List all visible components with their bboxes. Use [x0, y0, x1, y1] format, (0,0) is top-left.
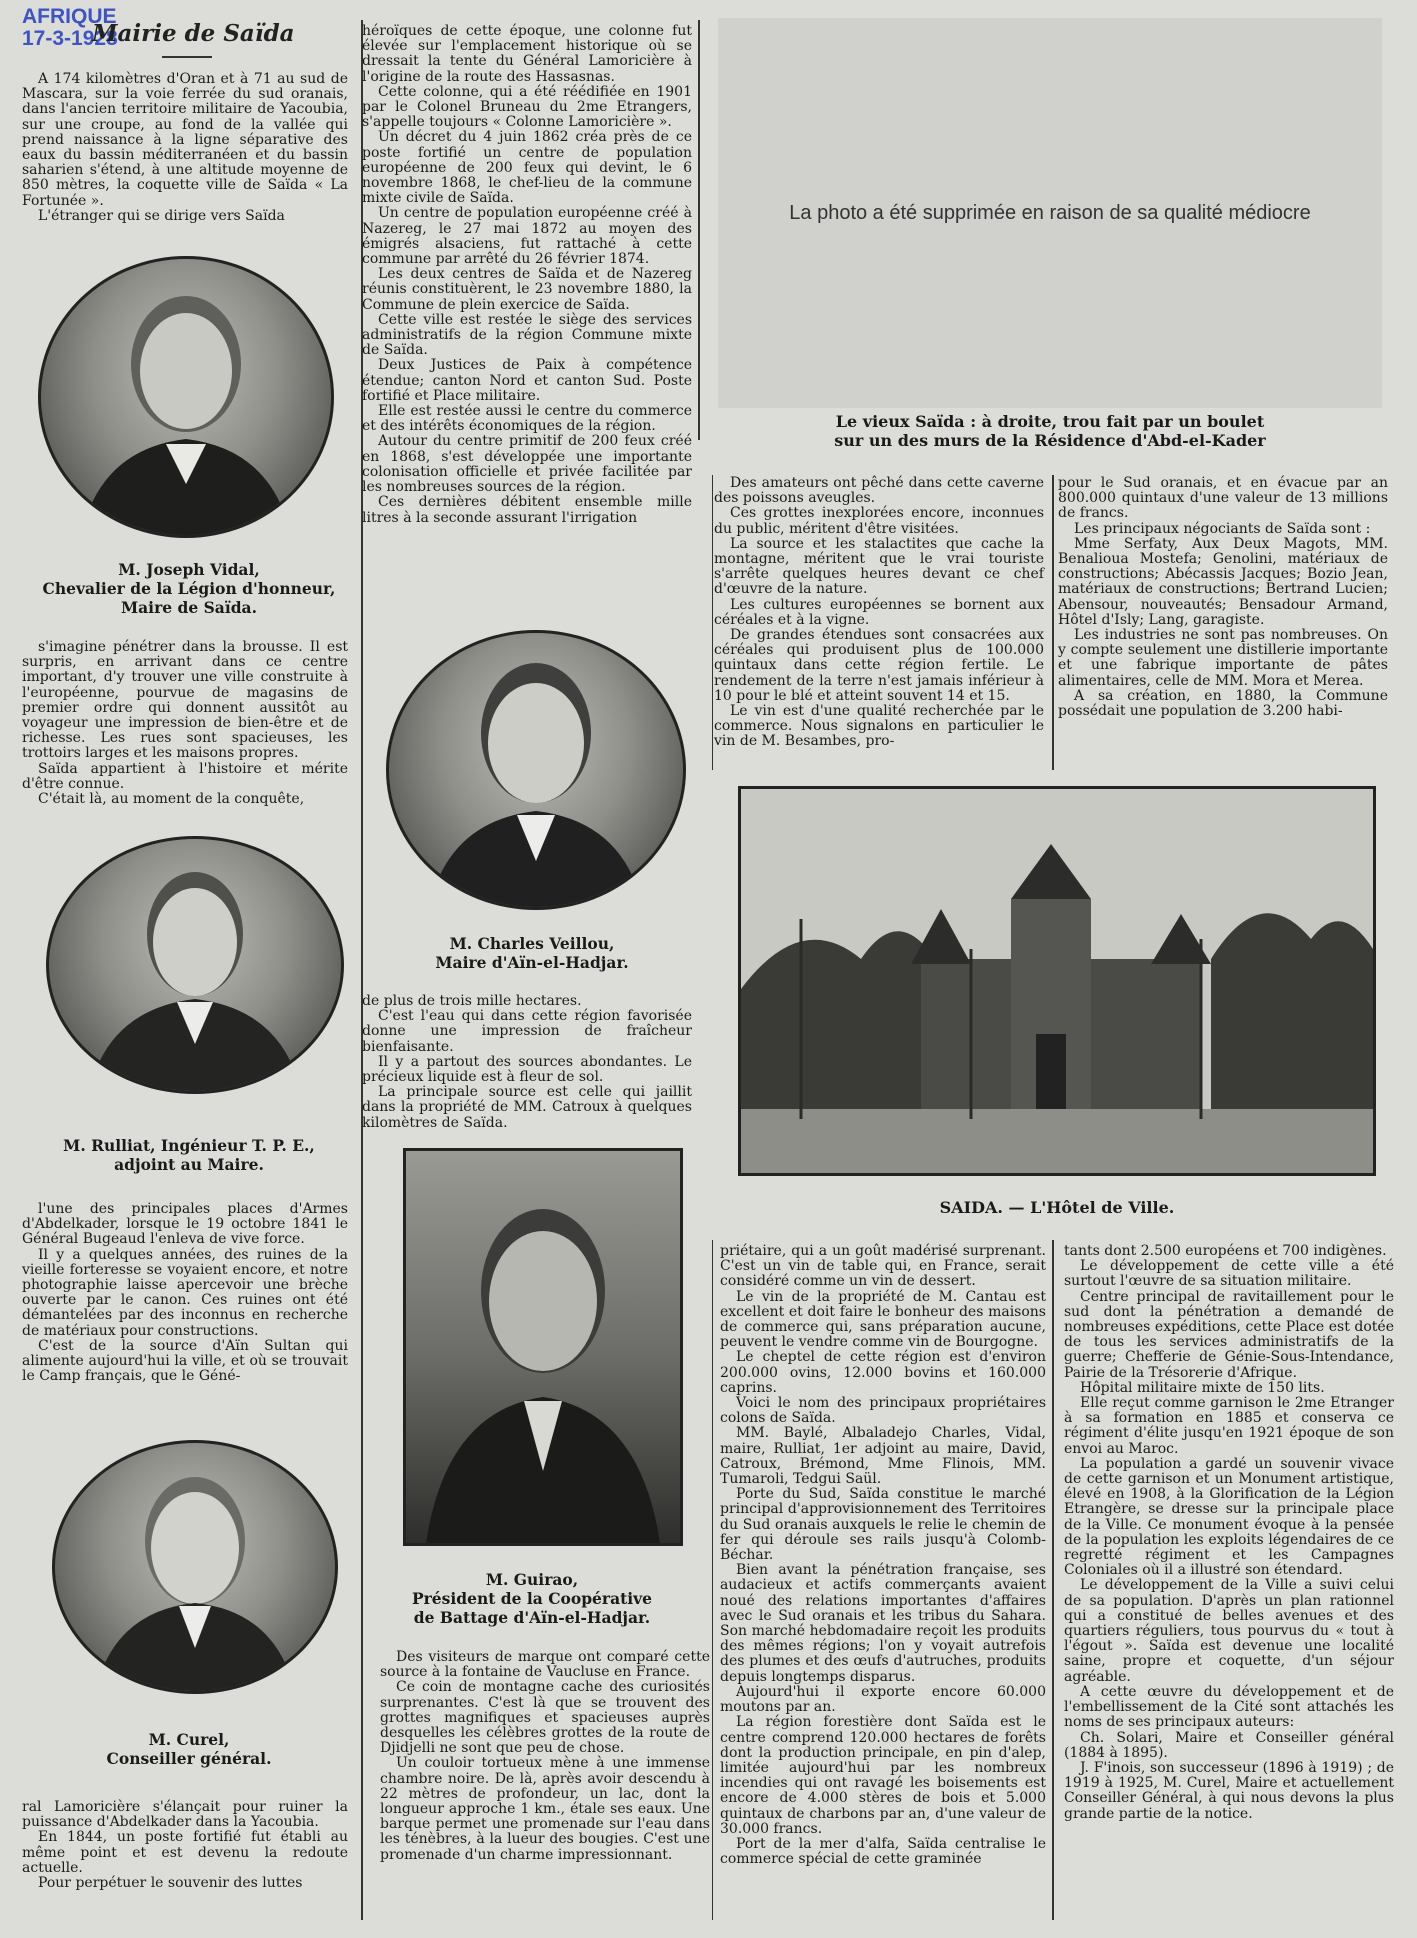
paragraph: Le cheptel de cette région est d'environ 200.000 ovins, 12.000 bovins et 160.000 caprins.: [720, 1349, 1046, 1396]
paragraph: MM. Baylé, Albaladejo Charles, Vidal, maire, Rulliat, 1er adjoint au maire, David, Catroux, Brémond, Mme Flinois, MM. Tumaroli, Tedgui Saül.: [720, 1425, 1046, 1488]
paragraph: Le développement de la Ville a suivi celui de sa population. D'après un plan rationnel qui a constitué de belles avenues et des quartiers réguliers, tous pourvus du « tout à l'égout ». Saïda est devenue une localité saine, propre et coquette, d'un séjour agréable.: [1064, 1577, 1394, 1685]
paragraph: Le vin est d'une qualité recherchée par le commerce. Nous signalons en particulier le vin de M. Besambes, pro-: [714, 703, 1044, 750]
portrait-rulliat: [46, 836, 344, 1094]
col1-text-b: [22, 640, 348, 807]
paragraph: La population a gardé un souvenir vivace de cette garnison et un Monument artistique, élevé en 1908, à la Glorification de la Légion Etrangère, se dresse sur la principale place de la Ville. Ce monument évoque à la pensée de la population les exploits légendaires de ce regretté régiment et les Campagnes Coloniales où il a illustré son étendard.: [1064, 1455, 1394, 1579]
portrait-veillou: [386, 630, 686, 910]
paragraph: A sa création, en 1880, la Commune possédait une population de 3.200 habi-: [1058, 687, 1388, 720]
caption-line: de Battage d'Aïn-el-Hadjar.: [413, 1608, 651, 1627]
paragraph: Centre principal de ravitaillement pour le sud dont la pénétration a demandé de nombreuses expéditions, cette Place est dotée de tous les services administratifs de la guerre; Chefferie de Génie-Sous-Intendance, Pairie de la Trésorerie d'Afrique.: [1064, 1288, 1394, 1381]
paragraph: héroïques de cette époque, une colonne fut élevée sur l'emplacement historique où se dressait la tente du Général Lamoricière à l'origine de la route des Hassasnas.: [362, 23, 692, 85]
portrait-guirao: [403, 1148, 683, 1546]
caption-vidal: [22, 560, 356, 617]
paragraph: Les industries ne sont pas nombreuses. On y compte seulement une distillerie importante et une fabrique importante de pâtes alimentaires, celle de MM. Mora et Merea.: [1058, 627, 1388, 689]
caption-line: Maire de Saïda.: [120, 598, 257, 617]
column-rule: [698, 20, 700, 440]
caption-line: Président de la Coopérative: [411, 1589, 653, 1608]
paragraph: de plus de trois mille hectares.: [362, 993, 582, 1009]
caption-guirao: [364, 1570, 700, 1627]
paragraph: Bien avant la pénétration française, ses audacieux et actifs commerçants avaient noué des relations importantes d'affaires avec le Sud oranais et les tribus du Sahara. Son marché hebdomadaire reçoit les produits des mêmes régions; l'on y voyait autrefois des plumes et des œufs d'autruches, produits depuis longtemps disparus.: [720, 1562, 1046, 1685]
col1-text-d: [22, 1800, 348, 1891]
caption-line: M. Joseph Vidal,: [118, 560, 260, 579]
caption-line: M. Rulliat, Ingénieur T. P. E.,: [63, 1136, 315, 1155]
paragraph: J. F'inois, son successeur (1896 à 1919) ; de 1919 à 1925, M. Curel, Maire et actuellement Conseiller Général, à qui nous devons la plus grande partie de la notice.: [1064, 1759, 1394, 1822]
caption-line: Le vieux Saïda : à droite, trou fait par un boulet: [835, 412, 1265, 431]
paragraph: Un centre de population européenne créé à Nazereg, le 27 mai 1872 au moyen des émigrés alsaciens, fut rattaché à cette commune par arrêté du 26 février 1874.: [362, 205, 692, 268]
portrait-curel: [52, 1440, 338, 1694]
col4-text-a: [1058, 476, 1388, 719]
paragraph: Des visiteurs de marque ont comparé cette source à la fontaine de Vaucluse en France.: [380, 1649, 710, 1681]
stamp-date: 17-3-1928: [22, 27, 118, 50]
paragraph: Mme Serfaty, Aux Deux Magots, MM. Benalioua Mostefa; Genolini, matériaux de constructions; Abécassis Jacques; Bozio Jean, matériaux de constructions; Bertrand Lucien; Abensour, nouveautés; Bensadour Armand, Hôtel d'Isly; Lang, garagiste.: [1058, 535, 1388, 628]
portrait-figure: [406, 1151, 680, 1543]
caption-line: Maire d'Aïn-el-Hadjar.: [435, 953, 629, 972]
article-headline: Mairie de Saïda: [92, 20, 295, 47]
paragraph: Ces grottes inexplorées encore, inconnues du public, méritent d'être visitées.: [714, 505, 1044, 537]
column-rule: [1052, 475, 1054, 770]
photo-hotel-de-ville: [738, 786, 1376, 1176]
paragraph: Deux Justices de Paix à compétence étendue; canton Nord et canton Sud. Poste fortifié et Place militaire.: [362, 357, 692, 404]
paragraph: Cette ville est restée le siège des services administratifs de la région Commune mixte de Saïda.: [362, 311, 692, 359]
caption-vieux-saida: [718, 412, 1382, 450]
portrait-figure: [55, 1443, 335, 1691]
paragraph: A 174 kilomètres d'Oran et à 71 au sud de Mascara, sur la voie ferrée du sud oranais, dans l'ancien territoire militaire de Yacoubia, sur une croupe, au fond de la vallée qui prend naissance à la ligne séparative des eaux du bassin méditerranéen et du bassin saharien s'étend, à une altitude moyenne de 850 mètres, la coquette ville de Saïda « La Fortunée ».: [22, 71, 348, 209]
paragraph: Le vin de la propriété de M. Cantau est excellent et doit faire le bonheur des maisons de commerce qui, sans préparation aucune, peuvent le vendre comme vin de Bourgogne.: [720, 1288, 1046, 1351]
paragraph: Les cultures européennes se bornent aux céréales et à la vigne.: [714, 596, 1044, 628]
portrait-figure: [41, 259, 331, 535]
paragraph: Port de la mer d'alfa, Saïda centralise le commerce spécial de cette graminée: [720, 1835, 1046, 1868]
paragraph: s'imagine pénétrer dans la brousse. Il est surpris, en arrivant dans ce centre important, d'y trouver une ville construite à l'européenne, pourvue de magasins de premier ordre qui donnent aussitôt au voyageur une impression de bien-être et de richesse. Les rues sont spacieuses, les trottoirs larges et les maisons propres.: [22, 639, 348, 762]
caption-line: M. Charles Veillou,: [449, 934, 615, 953]
paragraph: Voici le nom des principaux propriétaires colons de Saïda.: [720, 1395, 1046, 1427]
paragraph: Hôpital militaire mixte de 150 lits.: [1080, 1379, 1325, 1396]
caption-line: Conseiller général.: [106, 1749, 272, 1768]
caption-hotel-de-ville: SAIDA. — L'Hôtel de Ville.: [939, 1198, 1175, 1217]
paragraph: Ces dernières débitent ensemble mille litres à la seconde assurant l'irrigation: [362, 494, 692, 526]
paragraph: De grandes étendues sont consacrées aux céréales qui produisent plus de 100.000 quintaux dans cette région fertile. Le rendement de la terre n'est jamais inférieur à 10 pour le blé et atteint souvent 14 et 15.: [714, 627, 1044, 704]
paragraph: Des amateurs ont pêché dans cette caverne des poissons aveugles.: [714, 475, 1044, 507]
paragraph: C'était là, au moment de la conquête,: [38, 791, 305, 808]
paragraph: Porte du Sud, Saïda constitue le marché principal d'approvisionnement des Territoires du Sud oranais auxquels le relie le chemin de fer qui déroule ses rails jusqu'à Colomb-Béchar.: [720, 1486, 1046, 1564]
paragraph: Ch. Solari, Maire et Conseiller général (1884 à 1895).: [1064, 1729, 1394, 1761]
caption-line: M. Guirao,: [485, 1570, 579, 1589]
column-rule: [712, 475, 713, 770]
paragraph: Autour du centre primitif de 200 feux créé en 1868, s'est développée une importante colonisation officielle et privée facilitée par les nombreuses sources de la région.: [362, 433, 692, 496]
column-rule: [712, 1240, 713, 1920]
col1-text-a: [22, 72, 348, 224]
caption-line: M. Curel,: [148, 1730, 230, 1749]
paragraph: Il y a quelques années, des ruines de la vieille forteresse se voyaient encore, et notre photographie laisse apercevoir une brèche ouverte par le canon. Ces ruines ont été démantelées par des inconnus en recherche de matériaux pour constructions.: [22, 1246, 348, 1339]
paragraph: Saïda appartient à l'histoire et mérite d'être connue.: [22, 760, 348, 792]
paragraph: l'une des principales places d'Armes d'Abdelkader, lorsque le 19 octobre 1841 le Général Bugeaud l'enleva de vive force.: [22, 1201, 348, 1248]
paragraph: Un couloir tortueux mène à une immense chambre noire. De là, après avoir descendu à 22 mètres de profondeur, un lac, dont la longueur approche 1 km., étale ses eaux. Une barque permet une promenade sur l'eau dans les ténèbres, à la lueur des bougies. C'est une promenade d'un charme impressionnant.: [380, 1755, 710, 1863]
col1-text-c: [22, 1202, 348, 1384]
paragraph: Ce coin de montagne cache des curiosités surprenantes. C'est là que se trouvent des grottes magnifiques et spacieuses auprès desquelles les célèbres grottes de la route de Djidjelli ne sont que peu de chose.: [380, 1679, 710, 1757]
caption-curel: [22, 1730, 356, 1768]
paragraph: En 1844, un poste fortifié fut établi au même point et est devenu la redoute actuelle.: [22, 1829, 348, 1876]
paragraph: Cette colonne, qui a été réédifiée en 1901 par le Colonel Bruneau du 2me Etrangers, s'appelle toujours « Colonne Lamoricière ».: [362, 83, 692, 131]
col2-text-a: [362, 24, 692, 526]
paragraph: A cette œuvre du développement et de l'embellissement de la Cité sont attachés les noms de ses principaux auteurs:: [1064, 1683, 1394, 1731]
col2-text-b: [362, 994, 692, 1131]
paragraph: Elle reçut comme garnison le 2me Etranger à sa formation en 1885 et conserva ce régiment d'élite jusqu'en 1921 époque de son envoi au Maroc.: [1064, 1395, 1394, 1457]
caption-veillou: [364, 934, 700, 972]
paragraph: priétaire, qui a un goût madérisé surprenant. C'est un vin de table qui, en France, serait considéré comme un vin de dessert.: [720, 1243, 1046, 1290]
portrait-vidal: [38, 256, 334, 538]
col2-text-c: [380, 1650, 710, 1863]
paragraph: Le développement de cette ville a été surtout l'œuvre de sa situation militaire.: [1064, 1258, 1394, 1290]
removed-photo-notice: La photo a été supprimée en raison de sa qualité médiocre: [789, 201, 1311, 224]
paragraph: C'est de la source d'Aïn Sultan qui alimente aujourd'hui la ville, et où se trouvait le Camp français, que le Géné-: [22, 1337, 348, 1385]
paragraph: Aujourd'hui il exporte encore 60.000 moutons par an.: [720, 1683, 1046, 1716]
headline-rule: [162, 56, 212, 58]
paragraph: Les deux centres de Saïda et de Nazereg réunis constituèrent, le 23 novembre 1880, la Commune de plein exercice de Saïda.: [362, 266, 692, 313]
paragraph: Pour perpétuer le souvenir des luttes: [38, 1875, 303, 1892]
paragraph: La principale source est celle qui jaillit dans la propriété de MM. Catroux à quelques kilomètres de Saïda.: [362, 1084, 692, 1131]
paragraph: La source et les stalactites que cache la montagne, méritent que le vrai touriste s'arrête quelques heures devant ce chef d'œuvre de la nature.: [714, 535, 1044, 598]
stamp-publication: AFRIQUE: [22, 5, 117, 28]
caption-rulliat: [22, 1136, 356, 1174]
column-rule: [1052, 1240, 1054, 1920]
paragraph: pour le Sud oranais, et en évacue par an 800.000 quintaux d'une valeur de 13 millions de francs.: [1058, 475, 1388, 522]
paragraph: ral Lamoricière s'élançait pour ruiner la puissance d'Abdelkader dans la Yacoubia.: [22, 1799, 348, 1831]
hotel-de-ville-illustration: [741, 789, 1373, 1173]
paragraph: L'étranger qui se dirige vers Saïda: [38, 207, 285, 224]
col4-text-b: [1064, 1244, 1394, 1822]
paragraph: Un décret du 4 juin 1862 créa près de ce poste fortifié un centre de population européenne de 200 feux qui devint, le 6 novembre 1868, le chef-lieu de la commune mixte civile de Saïda.: [362, 129, 692, 207]
caption-line: Chevalier de la Légion d'honneur,: [42, 579, 336, 598]
paragraph: Il y a partout des sources abondantes. Le précieux liquide est à fleur de sol.: [362, 1053, 692, 1086]
paragraph: C'est l'eau qui dans cette région favorisée donne une impression de fraîcheur bienfaisante.: [362, 1008, 692, 1055]
paragraph: tants dont 2.500 européens et 700 indigènes.: [1064, 1243, 1387, 1259]
col3-text-b: [720, 1244, 1046, 1867]
portrait-figure: [49, 839, 341, 1091]
removed-photo-placeholder: [718, 18, 1382, 408]
caption-line: adjoint au Maire.: [114, 1155, 264, 1174]
col3-text-a: [714, 476, 1044, 750]
paragraph: Elle est restée aussi le centre du commerce et des intérêts économiques de la région.: [362, 403, 692, 435]
portrait-figure: [389, 633, 683, 907]
caption-line: sur un des murs de la Résidence d'Abd-el-Kader: [834, 431, 1266, 450]
paragraph: Les principaux négociants de Saïda sont :: [1074, 520, 1371, 537]
paragraph: La région forestière dont Saïda est le centre comprend 120.000 hectares de forêts dont la production principale, en pin d'alep, limitée aujourd'hui par les nombreux incendies qui ont ravagé les boisements est encore de 4.000 stères de bois et 5.000 quintaux de charbons par an, d'une valeur de 30.000 francs.: [720, 1714, 1046, 1837]
